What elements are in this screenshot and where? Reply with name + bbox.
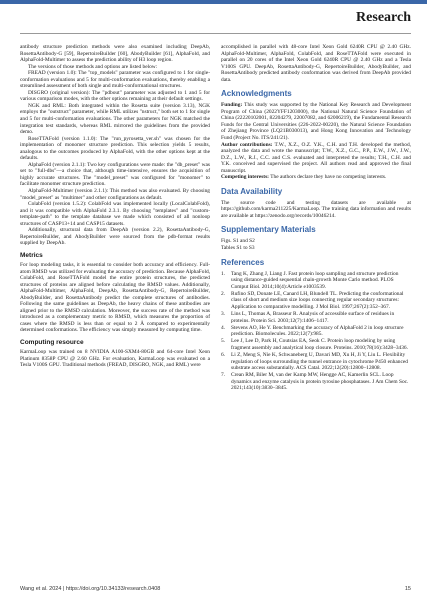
paragraph: DISGRO (original version): The "pdbout" parameter was adjusted to 1 and 5 for various comparison modes, with the other options remaining at their default settings.	[20, 89, 210, 103]
header-accent-bar	[0, 0, 427, 4]
supplementary-figs: Figs. S1 and S2	[221, 238, 255, 245]
reference-text: Tang K, Zhang J, Liang J. Fast protein loop sampling and structure prediction using distance-guided sequential chain-growth Monte Carlo method. PLOS Comput Biol. 2014;10(4):Article e1003539.	[231, 270, 399, 290]
paragraph: KarmaLoop was trained on 8 NVIDIA A100-SXM4-80GB and 64-core Intel Xeon Platinum 8358P CPU @ 2.60 GHz. For evaluation, KarmaLoop was evaluated on a Tesla V100S GPU. Traditional methods (FREAD, DISGRO, NGK, and RML) were	[20, 348, 210, 369]
competing-interests-paragraph	[221, 174, 411, 181]
reference-number: 2.	[221, 290, 226, 297]
funding-paragraph	[221, 102, 411, 141]
section-heading-metrics: Metrics	[20, 251, 43, 259]
reference-number: 5.	[221, 338, 226, 345]
paragraph: AlphaFold-Multimer (version 2.1.1): This method was also evaluated. By choosing "model_preset" as "multimer" and other configurations as default.	[20, 188, 210, 201]
reference-text: Li Z, Meng S, Nie K, Schwaneberg U, Davari MD, Xu H, Ji Y, Liu L. Flexibility regulation of loops surrounding the tunnel entrance in cytochrome P450 enhanced substrate access substantially. ACS Catal. 2022;12(20):12800–12808.	[231, 352, 408, 372]
reference-item	[221, 291, 411, 311]
reference-text: Crean RM, Biler M, van der Kamp MW, Hengge AC, Kamerlin SCL. Loop dynamics and enzyme catalysis in protein tyrosine phosphatases. J Am Chem Soc. 2021;143(10):3830–3845.	[231, 372, 409, 392]
section-heading-computing: Computing resource	[20, 338, 84, 346]
reference-text: Lee J, Lee D, Park H, Coutsias EA, Seok C. Protein loop modeling by using fragment assembly and analytical loop closure. Proteins. 2010;78(16):3428–3436.	[231, 338, 408, 351]
author-contributions-label: Author contributions:	[221, 141, 273, 148]
paragraph: Additionally, structural data from DeepAb (version 2.2), RosettaAntibody-G, RepertoireBuilder, and AbodyBuilder were sourced from the pdb-format results supplied by DeepAb.	[20, 227, 210, 247]
header-rule	[20, 33, 411, 34]
page-footer	[20, 586, 411, 592]
funding-text: This study was supported by the National Key Research and Development Program of China (2022YFF1203000), the National Natural Science Foundation of China (22220102001, 82204279, 22007082, and 62006219), the Fundamental Research Funds for the Central Universities (226-2022-00220), the Natural Science Foundation of Zhejiang Province (LQ21B030013), and Hong Kong Innovation and Technology Fund (Project No. ITS/241/21).	[221, 102, 411, 142]
section-heading-references: References	[221, 257, 265, 267]
funding-label: Funding:	[221, 102, 243, 109]
reference-number: 6.	[221, 352, 226, 359]
reference-item	[221, 325, 411, 338]
competing-interests-text: The authors declare they have no competing interests.	[268, 174, 387, 181]
reference-text: Stevens AO, He Y. Benchmarking the accuracy of AlphaFold 2 in loop structure prediction. Biomolecules. 2022;12(7):985.	[231, 324, 404, 338]
reference-number: 7.	[221, 372, 226, 379]
reference-item	[221, 352, 411, 372]
paragraph: The versions of those methods and options are listed below:	[28, 63, 158, 70]
reference-item	[221, 338, 411, 351]
paragraph: RoseTTAFold (version 1.1.0): The "run_pyrosetta_ver.sh" was chosen for the implementation of monomer structure prediction. This selection yields 5 results, analogous to the outcomes produced by AlphaFold, with the other options kept at the defaults.	[20, 135, 210, 162]
footer-citation[interactable]: Wang et al. 2024 | https://doi.org/10.34133/research.0408	[20, 586, 161, 592]
page-number: 15	[404, 586, 411, 592]
competing-interests-label: Competing interests:	[221, 174, 269, 181]
right-column	[221, 44, 411, 393]
reference-number: 4.	[221, 324, 226, 331]
section-heading-supplementary: Supplementary Materials	[221, 225, 316, 235]
page-header	[0, 0, 427, 40]
reference-text: Rufino SD, Donate LE, Canard LH, Blundell TL. Predicting the conformational class of short and medium size loops connecting regular secondary structures: Application to comparative modelling. J Mol Biol. 1997;267(2):352–367.	[231, 290, 404, 310]
section-heading-data-availability: Data Availability	[221, 186, 283, 196]
author-contributions-paragraph	[221, 142, 411, 175]
paragraph: accomplished in parallel with 48-core Intel Xeon Gold 6240R CPU @ 2.40 GHz. AlphaFold-Multimer, AlphaFold, ColabFold, and RoseTTAFold were executed in parallel on 20 cores of the Intel Xeon Gold 6240R CPU @ 2.40 GHz and a Tesla V100S GPU. DeepAb, RosettaAntibody-G, RepertoireBuilder, AbodyBuilder, and RosettaAntibody predicted antibody conformation was derived from DeepAb provided data.	[221, 44, 411, 83]
section-heading-acknowledgments: Acknowledgments	[221, 89, 292, 99]
reference-item	[221, 311, 411, 324]
left-column	[20, 44, 210, 369]
paragraph: antibody structure prediction methods were also examined including DeepAb, RosettaAntibody-G [59], RepertoireBuilder [60], AbodyBuilder [61], AlphaFold, and AlphaFold-Multimer to assess the prediction ability of H3 loop region.	[20, 44, 210, 64]
data-availability-paragraph: The source code and testing datasets are available at https://github.com/karma211225/KarmaLoop. The training data information and results are available at https://zenodo.org/records/10046214.	[221, 199, 411, 219]
reference-text: Lins L, Thomas A, Brasseur R. Analysis of accessible surface of residues in proteins. Protein Sci. 2003;12(7):1406–1417.	[231, 311, 395, 324]
reference-number: 3.	[221, 311, 226, 318]
paragraph: NGK and RML: Both integrated within the Rosetta suite (version 3.13), NGK employs the "outstruct" parameter, while RML utilizes "nstruct," both set to 1 for single and 5 for multi-conformation evaluations. The other parameters for NGK matched the integration test standards, whereas RML mirrored the guidelines from the provided demo.	[20, 102, 210, 136]
reference-number: 1.	[221, 270, 226, 277]
paragraph: FREAD (version 1.0): The "top_models" parameter was configured to 1 for single-conformation evaluations and 5 for multi-conformation evaluations, thereby enabling a streamlined assessment of both single and multi-conformational structures.	[20, 70, 210, 90]
reference-item	[221, 372, 411, 392]
reference-list	[221, 271, 411, 392]
paragraph: AlphaFold (version 2.1.1): Two key configurations were made: the "db_preset" was set to "full-dbs"—a choice that, although time-intensive, ensures the acquisition of highly accurate structures. The "model_preset" was configured for "monomer" to facilitate monomer structure prediction.	[20, 161, 210, 188]
author-contributions-text: T.W., X.Z., O.Z. Y.K., C.H. and T.H. developed the method, analyzed the data and wrote the manuscript; T.W., X.Z., G.C., P.P., E.W., J.W., J.W., D.Z., L.W., R.J., C.C. and C.S. evaluated and interpreted the results; T.H., C.H. and Y.K. conceived and supervised the project. All authors read and approved the final manuscript.	[221, 141, 411, 174]
paragraph: ColabFold (version 1.5.2): ColabFold was implemented locally (LocalColabFold), and it was compatible with AlphaFold 2.3.1. By choosing "templates" and "custom-template-path" to the template database we made which consisted of all nonloop structures of CASP13+14 and CASP15 datasets.	[20, 201, 210, 227]
paragraph: For loop modeling tasks, it is essential to consider both accuracy and efficiency. Full-atom RMSD was utilized for evaluating the accuracy of prediction. Because AlphaFold, ColabFold, and RoseTTAFold model the entire protein structures, the predicted structures of proteins are aligned before calculating the RMSD values. Additionally, AlphaFold-Multimer, AlphaFold, DeepAb, RosettaAntibody-G, RepertoireBuilder, AbodyBuilder, and RosettaAntibody predict the complete structures of antibodies. Following the same guidelines as DeepAb, the heavy chains of these antibodies are aligned prior to the RMSD calculation. Moreover, the success rate of the method was introduced as a complementary metric to RMSD, which measures the proportion of cases where the RMSD is less than or equal to 2 Å compared to experimentally determined conformations. The efficiency was simply measured by computing time.	[20, 261, 210, 334]
reference-item	[221, 271, 411, 291]
supplementary-tables: Tables S1 to S3	[221, 245, 255, 252]
journal-name: Research	[356, 10, 411, 25]
